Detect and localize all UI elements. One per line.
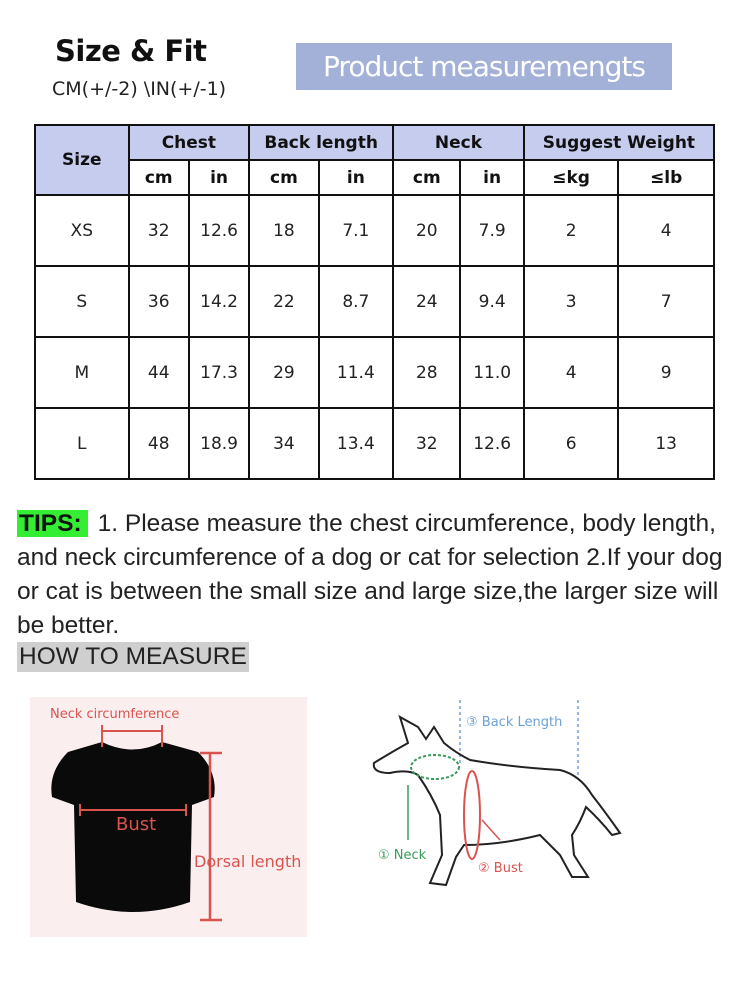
table-cell: 32 xyxy=(393,408,460,479)
table-cell: 8.7 xyxy=(319,266,393,337)
chest-header: Chest xyxy=(129,125,250,160)
table-cell: 11.4 xyxy=(319,337,393,408)
unit-header: in xyxy=(189,160,249,195)
table-cell: 4 xyxy=(524,337,619,408)
dorsal-length-label: Dorsal length xyxy=(194,852,302,871)
table-units-row xyxy=(35,160,714,195)
table-cell: 14.2 xyxy=(189,266,249,337)
table-cell: 36 xyxy=(129,266,189,337)
unit-header: ≤lb xyxy=(618,160,714,195)
unit-header: cm xyxy=(393,160,460,195)
table-cell: 7.1 xyxy=(319,195,393,266)
unit-header: cm xyxy=(249,160,318,195)
table-cell: 9.4 xyxy=(460,266,523,337)
table-cell: 32 xyxy=(129,195,189,266)
shirt-illustration xyxy=(30,697,307,937)
table-cell: 24 xyxy=(393,266,460,337)
table-cell: L xyxy=(35,408,129,479)
table-cell: 44 xyxy=(129,337,189,408)
back-length-label: ③ Back Length xyxy=(466,715,563,730)
measurements-banner: Product measuremengts xyxy=(296,43,672,90)
table-row xyxy=(35,195,714,266)
neck-circumference-label: Neck circumference xyxy=(50,707,180,722)
table-cell: 11.0 xyxy=(460,337,523,408)
table-cell: 17.3 xyxy=(189,337,249,408)
page-title: Size & Fit xyxy=(55,34,207,68)
table-cell: 4 xyxy=(618,195,714,266)
table-cell: 22 xyxy=(249,266,318,337)
table-header-row xyxy=(35,125,714,160)
table-cell: 6 xyxy=(524,408,619,479)
table-cell: 18.9 xyxy=(189,408,249,479)
table-cell: 9 xyxy=(618,337,714,408)
neck-header: Neck xyxy=(393,125,524,160)
table-cell: 13.4 xyxy=(319,408,393,479)
table-cell: 12.6 xyxy=(189,195,249,266)
how-to-measure-heading: HOW TO MEASURE xyxy=(19,643,247,670)
tips-section xyxy=(17,507,745,643)
table-cell: 29 xyxy=(249,337,318,408)
back-length-header: Back length xyxy=(249,125,393,160)
table-cell: 28 xyxy=(393,337,460,408)
table-cell: S xyxy=(35,266,129,337)
dog-bust-label: ② Bust xyxy=(478,861,523,876)
table-cell: 7.9 xyxy=(460,195,523,266)
unit-header: in xyxy=(319,160,393,195)
unit-header: in xyxy=(460,160,523,195)
table-cell: 3 xyxy=(524,266,619,337)
table-cell: 48 xyxy=(129,408,189,479)
table-row xyxy=(35,266,714,337)
tips-text: 1. Please measure the chest circumference, body length, and neck circumference of a dog or cat for selection 2.If your dog or cat is between the small size and large size,the larger size will be better. xyxy=(17,510,723,639)
suggest-weight-header: Suggest Weight xyxy=(524,125,714,160)
table-row xyxy=(35,408,714,479)
table-row xyxy=(35,337,714,408)
unit-header: ≤kg xyxy=(524,160,619,195)
shirt-measurement-diagram xyxy=(30,697,307,937)
table-cell: M xyxy=(35,337,129,408)
table-cell: 20 xyxy=(393,195,460,266)
tolerance-note: CM(+/-2) \IN(+/-1) xyxy=(52,78,227,100)
table-cell: 34 xyxy=(249,408,318,479)
table-cell: 7 xyxy=(618,266,714,337)
table-cell: 12.6 xyxy=(460,408,523,479)
unit-header: cm xyxy=(129,160,189,195)
table-cell: XS xyxy=(35,195,129,266)
bust-label: Bust xyxy=(116,814,157,835)
neck-label: ① Neck xyxy=(378,848,427,863)
dog-measurement-diagram xyxy=(360,695,625,905)
size-column-header: Size xyxy=(35,125,129,195)
table-cell: 13 xyxy=(618,408,714,479)
table-cell: 18 xyxy=(249,195,318,266)
table-cell: 2 xyxy=(524,195,619,266)
size-chart-table xyxy=(34,124,715,480)
tips-label: TIPS: xyxy=(17,510,88,537)
